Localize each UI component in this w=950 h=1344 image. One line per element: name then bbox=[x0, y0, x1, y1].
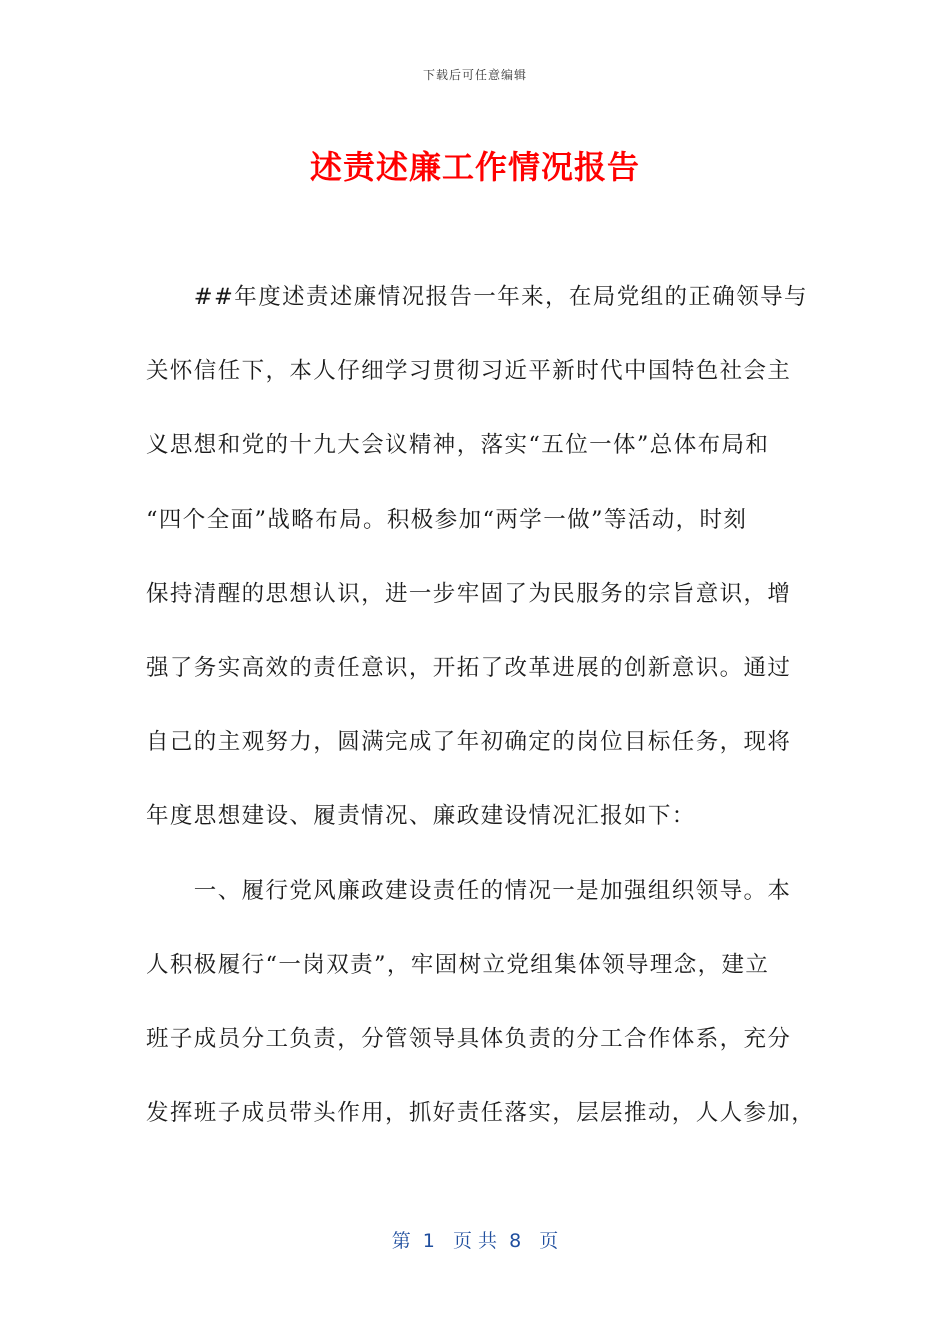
body-line: 人积极履行“一岗双责”，牢固树立党组集体领导理念，建立 bbox=[146, 952, 770, 978]
page-number-footer: 第 1 页 共 8 页 bbox=[391, 1230, 559, 1252]
body-line: 保持清醒的思想认识，进一步牢固了为民服务的宗旨意识，增 bbox=[146, 581, 792, 607]
body-line: 关怀信任下，本人仔细学习贯彻习近平新时代中国特色社会主 bbox=[146, 358, 792, 384]
page-header-note: 下载后可任意编辑 bbox=[422, 68, 527, 82]
body-line: 自己的主观努力，圆满完成了年初确定的岗位目标任务，现将 bbox=[146, 729, 792, 755]
body-line: 班子成员分工负责，分管领导具体负责的分工合作体系，充分 bbox=[146, 1026, 792, 1052]
body-line: ##年度述责述廉情况报告一年来，在局党组的正确领导与 bbox=[146, 284, 808, 310]
body-line: 发挥班子成员带头作用，抓好责任落实，层层推动，人人参加， bbox=[146, 1100, 816, 1126]
body-line: “四个全面”战略布局。积极参加“两学一做”等活动，时刻 bbox=[146, 507, 748, 533]
body-line: 义思想和党的十九大会议精神，落实“五位一体”总体布局和 bbox=[146, 432, 770, 458]
body-line: 一、履行党风廉政建设责任的情况一是加强组织领导。本 bbox=[146, 878, 792, 904]
document-title: 述责述廉工作情况报告 bbox=[309, 148, 640, 186]
body-line: 强了务实高效的责任意识，开拓了改革进展的创新意识。通过 bbox=[146, 655, 792, 681]
body-line: 年度思想建设、履责情况、廉政建设情况汇报如下： bbox=[146, 803, 696, 829]
